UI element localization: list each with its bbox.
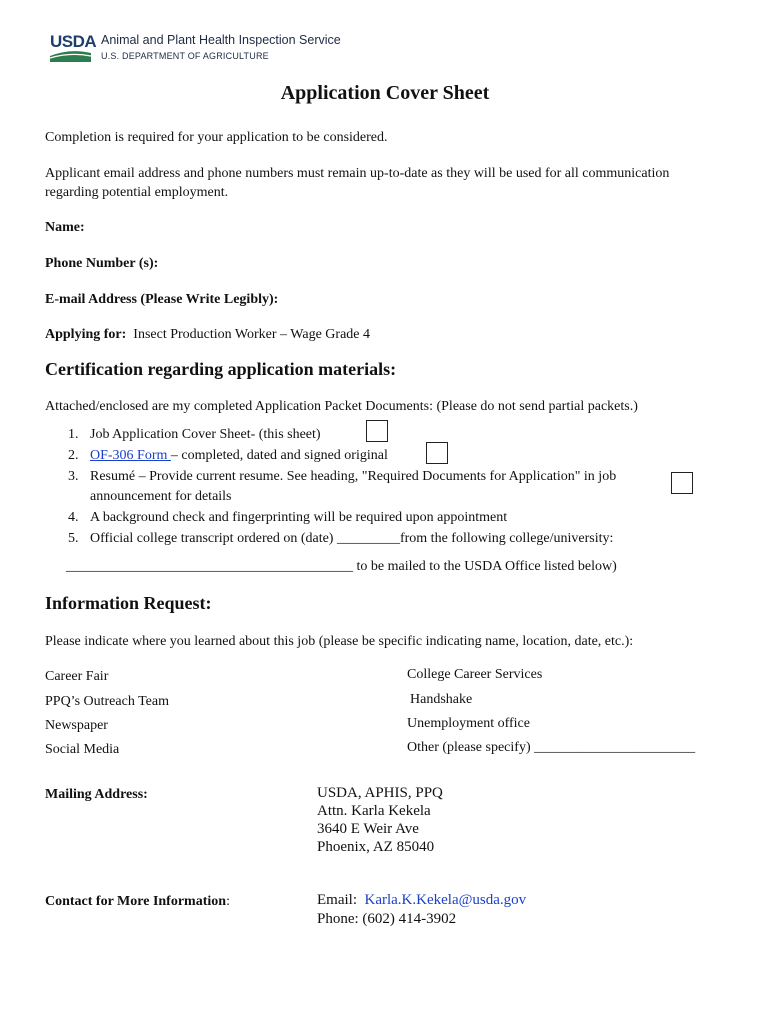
mailing-address-line: 3640 E Weir Ave (317, 821, 419, 837)
contact-email-link[interactable]: Karla.K.Kekela@usda.gov (364, 892, 527, 908)
checkbox-cover-sheet[interactable] (366, 420, 388, 442)
list-item-continuation: announcement for details (90, 489, 232, 504)
intro-line-2b: regarding potential employment. (45, 185, 229, 200)
intro-line-1: Completion is required for your application to be considered. (45, 130, 388, 145)
mailing-address-label: Mailing Address: (45, 787, 148, 802)
email-label: E-mail Address (Please Write Legibly): (45, 292, 279, 307)
source-option: Newspaper (45, 718, 108, 733)
source-option: College Career Services (407, 667, 543, 682)
department-name: U.S. DEPARTMENT OF AGRICULTURE (101, 51, 269, 61)
source-option: Handshake (410, 692, 473, 707)
checkbox-resume[interactable] (671, 472, 693, 494)
name-label: Name: (45, 220, 85, 235)
intro-line-2a: Applicant email address and phone numbers must remain up-to-date as they will be used for all communication (45, 166, 670, 181)
information-prompt: Please indicate where you learned about this job (please be specific indicating name, location, date, etc.): (45, 634, 634, 649)
applying-value: Insect Production Worker – Wage Grade 4 (133, 327, 371, 342)
transcript-mailing-line: _________________________________________ to be mailed to the USDA Office listed below) (66, 559, 617, 574)
source-option: Unemployment office (407, 716, 530, 731)
contact-label-row: Contact for More Information: (45, 894, 230, 909)
mailing-address-line: Attn. Karla Kekela (317, 803, 431, 819)
contact-label: Contact for More Information (45, 894, 227, 909)
source-option: Career Fair (45, 669, 109, 684)
list-item: 1. Job Application Cover Sheet- (this sheet) (68, 427, 321, 442)
mailing-address-line: USDA, APHIS, PPQ (317, 785, 443, 801)
phone-label: Phone Number (s): (45, 256, 159, 271)
list-item: 4. A background check and fingerprinting will be required upon appointment (68, 510, 508, 525)
source-option-other: Other (please specify) _______________________ (407, 740, 696, 755)
mailing-address-line: Phoenix, AZ 85040 (317, 839, 435, 855)
certification-intro: Attached/enclosed are my completed Application Packet Documents: (Please do not send partial packets.) (45, 399, 638, 414)
of306-form-link[interactable]: OF-306 Form (90, 448, 171, 463)
contact-email-row: Email: Karla.K.Kekela@usda.gov (317, 892, 527, 908)
page-title: Application Cover Sheet (280, 82, 490, 104)
contact-phone: Phone: (602) 414-3902 (317, 911, 457, 927)
list-item: 5. Official college transcript ordered on (date) _________from the following college/university: (68, 531, 614, 546)
list-item: 2. OF-306 Form – completed, dated and signed original (68, 448, 388, 463)
source-option: Social Media (45, 742, 120, 757)
certification-heading: Certification regarding application materials: (45, 359, 397, 379)
checkbox-of306[interactable] (426, 442, 448, 464)
usda-swoosh-icon (50, 50, 91, 62)
usda-logo-text: USDA (50, 32, 97, 51)
applying-label: Applying for: (45, 327, 127, 342)
information-heading: Information Request: (45, 593, 212, 613)
list-item: 3. Resumé – Provide current resume. See heading, "Required Documents for Application" in job (68, 469, 617, 484)
agency-name: Animal and Plant Health Inspection Service (101, 33, 341, 47)
applying-for-row (45, 325, 370, 344)
source-option: PPQ’s Outreach Team (45, 694, 169, 709)
